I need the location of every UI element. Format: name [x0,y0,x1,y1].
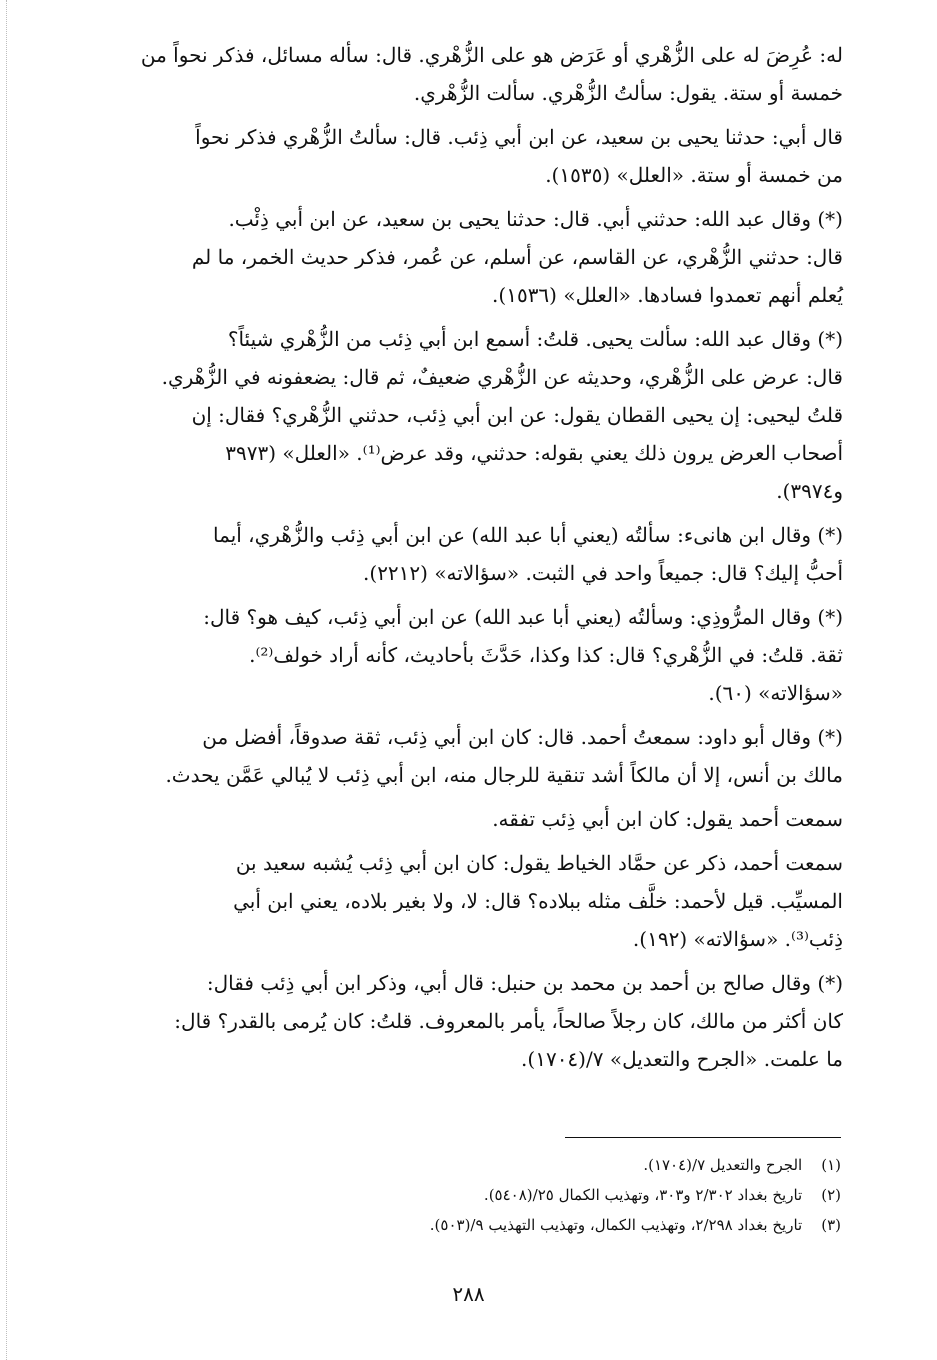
text-line: (*) وقال صالح بن أحمد بن محمد بن حنبل: قال أبي، وذكر ابن أبي ذِئب فقال: [206,971,843,995]
page-number: ٢٨٨ [452,1282,485,1306]
text-line: ثقة. قلتُ: في الزُّهْري؟ قال: كذا وكذا، حَدَّثَ بأحاديث، كأنه أراد خولف⁽²⁾. [249,643,843,667]
footnote-1 [71,1150,841,1180]
footnote-number: (٣) [821,1216,841,1234]
footnotes [71,1150,841,1240]
scan-edge-dots [6,0,7,1360]
footnote-2 [71,1180,841,1210]
text-line: المسيِّب. قيل لأحمد: خلَّف مثله ببلاده؟ قال: لا، ولا بغير بلاده، يعني ابن أبي [233,889,843,913]
footnote-3 [71,1210,841,1240]
text-line: يُعلم أنهم تعمدوا فسادها. «العلل» (١٥٣٦). [492,283,843,307]
text-line: من خمسة أو ستة. «العلل» (١٥٣٥). [545,163,843,187]
paragraph-5 [73,516,843,592]
text-line: ذِئب⁽³⁾. «سؤالاته» (١٩٢). [632,927,843,951]
text-line: (*) وقال عبد الله: سألت يحيى. قلتُ: أسمع ابن أبي ذِئب من الزُّهْري شيئاً؟ [227,327,843,351]
text-line: خمسة أو ستة. يقول: سألتُ الزُّهْري. سألت الزُّهْري. [413,81,843,105]
paragraph-1 [73,36,843,112]
text-line: قال أبي: حدثنا يحيى بن سعيد، عن ابن أبي ذِئب. قال: سألتُ الزُّهْري فذكر نحواً [195,125,843,149]
footnote-number: (١) [821,1156,841,1174]
text-line: «سؤالاته» (٦٠). [708,681,843,705]
text-line: كان أكثر من مالك، كان رجلاً صالحاً، يأمر بالمعروف. قلتُ: كان يُرمى بالقدر؟ قال: [174,1009,843,1033]
main-text [73,36,843,1084]
footnote-text: تاريخ بغداد ٢/٣٠٢ و٣٠٣، وتهذيب الكمال ٢٥/(٥٤٠٨). [483,1186,803,1204]
paragraph-2 [73,118,843,194]
text-line: (*) وقال عبد الله: حدثني أبي. قال: حدثنا يحيى بن سعيد، عن ابن أبي ذِئْب. [228,207,843,231]
footnote-divider [565,1137,841,1138]
text-line: (*) وقال ابن هانىء: سألتُه (يعني أبا عبد الله) عن ابن أبي ذِئب والزُّهْري، أيما [213,523,843,547]
paragraph-10 [73,964,843,1078]
text-line: قلتُ ليحيى: إن يحيى القطان يقول: عن ابن أبي ذِئب، حدثني الزُّهْري؟ فقال: إن [191,403,843,427]
text-line: ما علمت. «الجرح والتعديل» ٧/(١٧٠٤). [521,1047,843,1071]
text-line: مالك بن أنس، إلا أن مالكاً أشد تنقية للرجال منه، ابن أبي ذِئب لا يُبالي عَمَّن يحدث. [165,763,843,787]
paragraph-7 [73,718,843,794]
paragraph-9 [73,844,843,958]
paragraph-8 [73,800,843,838]
text-line: قال: حدثني الزُّهْري، عن القاسم، عن أسلم، عن عُمر، فذكر حديث الخمر، ما لم [191,245,843,269]
paragraph-4 [73,320,843,510]
text-line: (*) وقال أبو داود: سمعتُ أحمد. قال: كان ابن أبي ذِئب، ثقة صدوقاً، أفضل من [202,725,843,749]
text-line: سمعت أحمد، ذكر عن حمَّاد الخياط يقول: كان ابن أبي ذِئب يُشبه سعيد بن [235,851,843,875]
text-line: له: عُرِضَ له على الزُّهْري أو عَرَض هو على الزُّهْري. قال: سأله مسائل، فذكر نحواً من [140,43,843,67]
text-line: أحبُّ إليك؟ قال: جميعاً واحد في الثبت. «سؤالاته» (٢٢١٢). [363,561,843,585]
paragraph-6 [73,598,843,712]
text-line: (*) وقال المرُّوذِي: وسألتُه (يعني أبا عبد الله) عن ابن أبي ذِئب، كيف هو؟ قال: [203,605,843,629]
footnote-text: تاريخ بغداد ٢/٢٩٨، وتهذيب الكمال، وتهذيب التهذيب ٩/(٥٠٣). [429,1216,803,1234]
text-line: و٣٩٧٤). [776,479,843,503]
text-line: أصحاب العرض يرون ذلك يعني بقوله: حدثني، وقد عرض⁽¹⁾. «العلل» (٣٩٧٣ [225,441,843,465]
footnote-text: الجرح والتعديل ٧/(١٧٠٤). [643,1156,803,1174]
footnote-number: (٢) [821,1186,841,1204]
text-line: قال: عرض على الزُّهْري، وحديثه عن الزُّهْري ضعيفٌ، ثم قال: يضعفونه في الزُّهْري. [161,365,843,389]
text-line: سمعت أحمد يقول: كان ابن أبي ذِئب تفقه. [492,807,843,831]
paragraph-3 [73,200,843,314]
